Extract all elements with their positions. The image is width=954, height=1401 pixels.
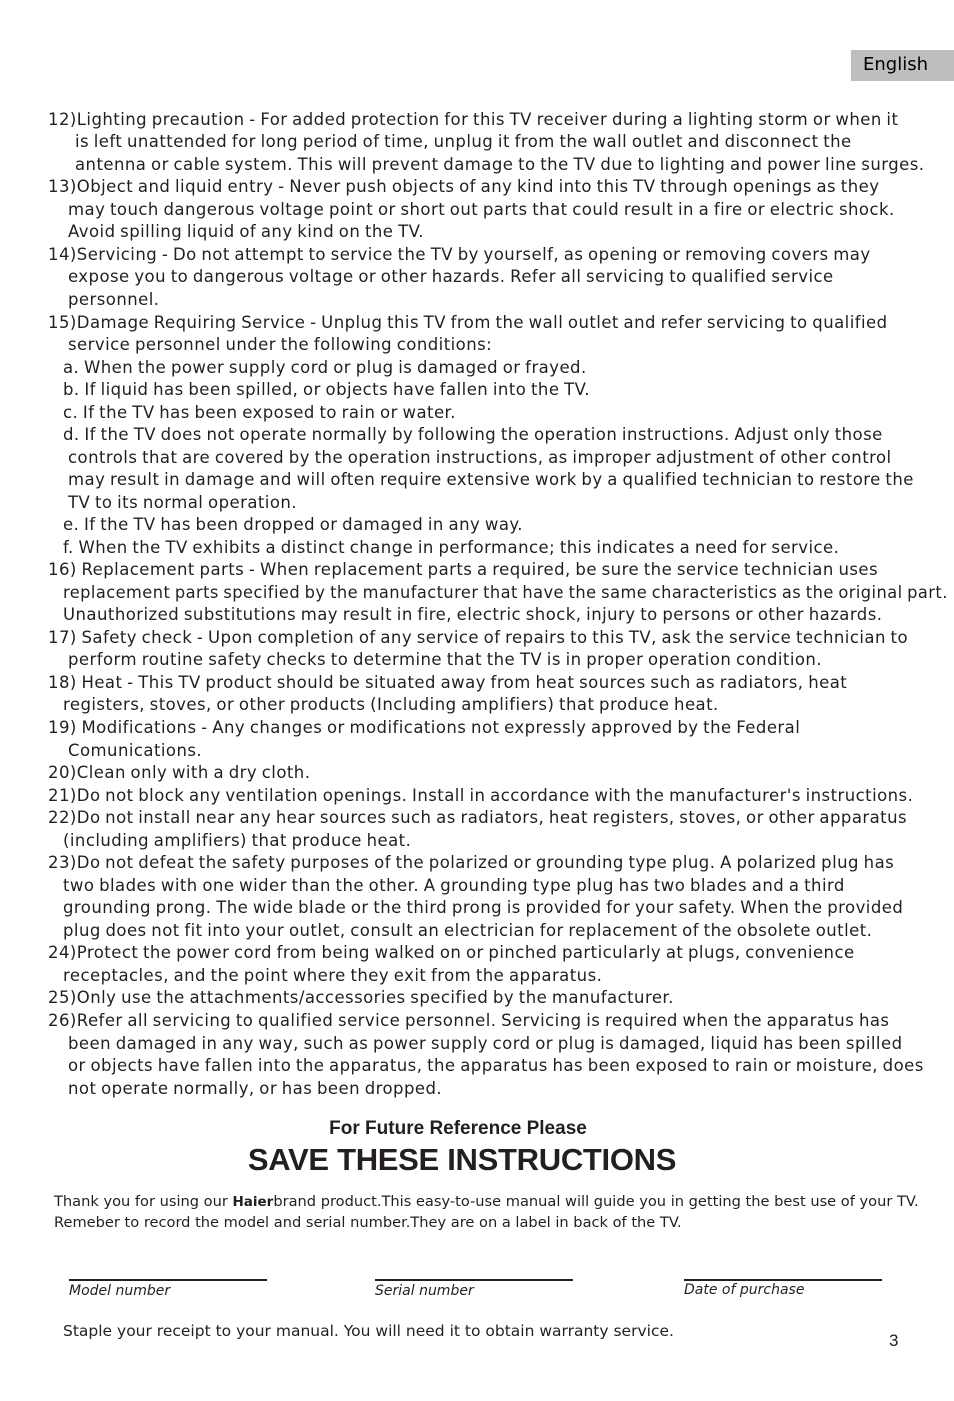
instruction-line: b. If liquid has been spilled, or objects have fallen into the TV. (63, 380, 590, 399)
model-number-label: Model number (69, 1283, 171, 1299)
instruction-line: 23)Do not defeat the safety purposes of the polarized or grounding type plug. A polarized plug has (48, 853, 895, 872)
staple-note: Staple your receipt to your manual. You will need it to obtain warranty service. (63, 1322, 674, 1340)
instruction-line: 19) Modifications - Any changes or modifications not expressly approved by the Federal (48, 718, 801, 737)
date-of-purchase-line[interactable] (684, 1279, 882, 1281)
instruction-line: c. If the TV has been exposed to rain or water. (63, 403, 456, 422)
instruction-line: Comunications. (68, 741, 203, 760)
instruction-line: not operate normally, or has been dropped. (68, 1079, 443, 1098)
instruction-line: controls that are covered by the operation instructions, as improper adjustment of other control (68, 448, 892, 467)
thanks-text: Thank you for using our (54, 1193, 233, 1210)
instruction-line: perform routine safety checks to determine that the TV is in proper operation condition. (68, 650, 823, 669)
instruction-line: d. If the TV does not operate normally by following the operation instructions. Adjust only those (63, 425, 883, 444)
instruction-line: grounding prong. The wide blade or the third prong is provided for your safety. When the provided (63, 898, 904, 917)
instruction-line: registers, stoves, or other products (Including amplifiers) that produce heat. (63, 695, 719, 714)
serial-number-label: Serial number (375, 1283, 474, 1299)
instruction-line: 12)Lighting precaution - For added protection for this TV receiver during a lighting storm or when it (48, 110, 899, 129)
instruction-line: expose you to dangerous voltage or other hazards. Refer all servicing to qualified service (68, 267, 834, 286)
reference-subtitle: For Future Reference Please (329, 1118, 587, 1139)
instruction-line: 17) Safety check - Upon completion of any service of repairs to this TV, ask the service technician to (48, 628, 909, 647)
instruction-line: Unauthorized substitutions may result in fire, electric shock, injury to persons or other hazards. (63, 605, 883, 624)
instruction-line: 18) Heat - This TV product should be situated away from heat sources such as radiators, heat (48, 673, 848, 692)
instruction-line: (including amplifiers) that produce heat. (63, 831, 412, 850)
instruction-line: 25)Only use the attachments/accessories specified by the manufacturer. (48, 988, 674, 1007)
instruction-line: antenna or cable system. This will prevent damage to the TV due to lighting and power line surges. (75, 155, 925, 174)
thanks-line-1 (54, 1193, 919, 1211)
instruction-line: e. If the TV has been dropped or damaged in any way. (63, 515, 523, 534)
instruction-line: service personnel under the following conditions: (68, 335, 493, 354)
instruction-line: been damaged in any way, such as power supply cord or plug is damaged, liquid has been spilled (68, 1034, 903, 1053)
instruction-line: 13)Object and liquid entry - Never push objects of any kind into this TV through openings as they (48, 177, 880, 196)
instruction-line: personnel. (68, 290, 160, 309)
instruction-line: may result in damage and will often require extensive work by a qualified technician to restore the (68, 470, 914, 489)
instruction-line: Avoid spilling liquid of any kind on the TV. (68, 222, 424, 241)
instruction-line: 16) Replacement parts - When replacement parts a required, be sure the service technician uses (48, 560, 879, 579)
thanks-line-2: Remeber to record the model and serial number.They are on a label in back of the TV. (54, 1214, 682, 1231)
instruction-line: may touch dangerous voltage point or short out parts that could result in a fire or electric shock. (68, 200, 895, 219)
instruction-line: 24)Protect the power cord from being walked on or pinched particularly at plugs, convenience (48, 943, 855, 962)
instruction-line: 22)Do not install near any hear sources such as radiators, heat registers, stoves, or other apparatus (48, 808, 908, 827)
instruction-line: or objects have fallen into the apparatus, the apparatus has been exposed to rain or moisture, does (68, 1056, 924, 1075)
instruction-line: receptacles, and the point where they exit from the apparatus. (63, 966, 603, 985)
instruction-line: two blades with one wider than the other. A grounding type plug has two blades and a third (63, 876, 845, 895)
instruction-line: 15)Damage Requiring Service - Unplug this TV from the wall outlet and refer servicing to qualified (48, 313, 888, 332)
brand-name: Haier (232, 1194, 274, 1210)
instruction-line: 14)Servicing - Do not attempt to service the TV by yourself, as opening or removing covers may (48, 245, 871, 264)
instruction-line: a. When the power supply cord or plug is damaged or frayed. (63, 358, 587, 377)
language-label: English (863, 54, 928, 75)
instruction-line: is left unattended for long period of time, unplug it from the wall outlet and disconnect the (75, 132, 852, 151)
instruction-line: plug does not fit into your outlet, consult an electrician for replacement of the obsolete outlet. (63, 921, 873, 940)
page-number: 3 (889, 1331, 899, 1350)
instruction-line: 21)Do not block any ventilation openings. Install in accordance with the manufacturer's instructions. (48, 786, 914, 805)
instruction-line: f. When the TV exhibits a distinct change in performance; this indicates a need for service. (63, 538, 840, 557)
reference-title: SAVE THESE INSTRUCTIONS (247, 1142, 677, 1177)
instruction-line: replacement parts specified by the manufacturer that have the same characteristics as the original part. (63, 583, 948, 602)
instruction-line: 26)Refer all servicing to qualified service personnel. Servicing is required when the apparatus has (48, 1011, 890, 1030)
language-tab (851, 50, 954, 81)
instruction-line: 20)Clean only with a dry cloth. (48, 763, 311, 782)
serial-number-line[interactable] (375, 1279, 573, 1281)
model-number-line[interactable] (69, 1279, 267, 1281)
date-of-purchase-label: Date of purchase (684, 1282, 805, 1298)
thanks-text: brand product.This easy-to-use manual will guide you in getting the best use of your TV. (273, 1193, 919, 1210)
instruction-line: TV to its normal operation. (68, 493, 297, 512)
